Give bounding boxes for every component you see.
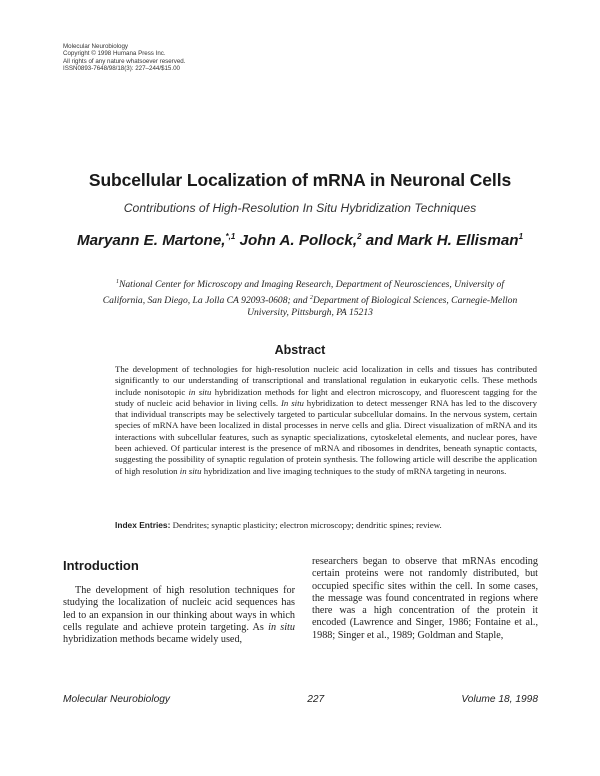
abstract-text: hybridization methods for light and electron microscopy, and fluorescent tagging for the study of nucleic acid behavior in living cells.	[115, 386, 537, 408]
copyright-header	[63, 43, 185, 73]
abstract-text: The development of technologies for high-resolution nucleic acid localization in cells and tissues has contributed significantly to our understanding of transcriptional and translational regulation in eukaryotic cells. These methods include nonisotopic	[115, 364, 537, 397]
footer-journal: Molecular Neurobiology	[63, 694, 171, 705]
abstract-body	[115, 364, 537, 477]
intro-text: hybridization methods became widely used,	[63, 634, 243, 646]
author-affiliation-mark: *,1	[225, 232, 236, 241]
intro-text: The development of high resolution techniques for studying the localization of nucleic acid sequences has led to an expansion in our thinking about ways in which cells regulate and achieve protein targeting. As	[63, 585, 295, 633]
author-affiliation-mark: 1	[518, 232, 524, 241]
page-footer	[63, 694, 538, 705]
abstract-text: hybridization and live imaging techniques to the study of mRNA targeting in neurons.	[201, 465, 507, 476]
affiliations	[100, 276, 520, 320]
index-entries-text: Dendrites; synaptic plasticity; electron microscopy; dendritic spines; review.	[172, 520, 442, 530]
affiliation-mark: 2	[309, 294, 313, 301]
affiliation-text: National Center for Microscopy and Imaging Research, Department of Neurosciences, University of California, San Diego, La Jolla CA 92093-0608; and	[102, 279, 504, 306]
footer-volume: Volume 18, 1998	[461, 694, 538, 705]
article-subtitle: Contributions of High-Resolution In Situ Hybridization Techniques	[123, 201, 477, 215]
footer-page-number: 227	[307, 694, 325, 705]
abstract-italic: In situ	[280, 397, 304, 408]
abstract-italic: in situ	[179, 465, 202, 476]
copyright-note: Copyright © 1998 Humana Press Inc.	[63, 50, 166, 58]
affiliation-mark: 1	[115, 279, 119, 285]
abstract-italic: in situ	[188, 386, 212, 397]
intro-right-column: researchers began to observe that mRNAs encoding certain proteins were not randomly distributed, but occupied specific sites within the cell. In some cases, the message was found concentrated in regions where there was a high concentration of the protein it encoded (Lawrence and Singer, 1986; Fontaine et al., 1988; Singer et al., 1989; Goldman and Staple,	[312, 556, 538, 641]
author-name: Maryann E. Martone,	[76, 232, 226, 250]
author-conjunction: and	[365, 232, 393, 250]
abstract-text: hybridization to detect messenger RNA has led to the discovery that individual transcripts may be selectively targeted to particular subcellular domains. In the nervous system, certain species of mRNA have been localized in distal processes in nerve cells and glia. Direct visualization of mRNA and its interactions with subcellular features, such as synaptic specializations, cytoskeletal elements, and nuclear pores, have been achieved. Of particular interest is the presence of mRNA and ribosomes in dendrites, beneath synaptic contacts, suggesting the possibility of synaptic regulation of protein synthesis. The following article will describe the application of high resolution	[115, 397, 537, 476]
intro-left-column	[63, 585, 295, 646]
issn-note: ISSN0893-7648/98/18(3): 227–244/$15.00	[63, 65, 180, 73]
intro-italic: in situ	[268, 621, 295, 633]
author-name: John A. Pollock,	[239, 232, 358, 250]
author-list	[0, 232, 600, 249]
article-title: Subcellular Localization of mRNA in Neuronal Cells	[88, 170, 512, 190]
affiliation-text: Department of Biological Sciences, Carnegie-Mellon University, Pittsburgh, PA 15213	[247, 294, 518, 319]
index-entries	[115, 520, 555, 530]
index-entries-label: Index Entries:	[115, 520, 171, 530]
author-name: Mark H. Ellisman	[397, 232, 519, 250]
author-affiliation-mark: 2	[357, 232, 362, 241]
abstract-heading: Abstract	[274, 343, 326, 357]
rights-note: All rights of any nature whatsoever reserved.	[63, 57, 186, 65]
journal-note: Molecular Neurobiology	[63, 43, 129, 50]
introduction-heading: Introduction	[63, 558, 139, 573]
